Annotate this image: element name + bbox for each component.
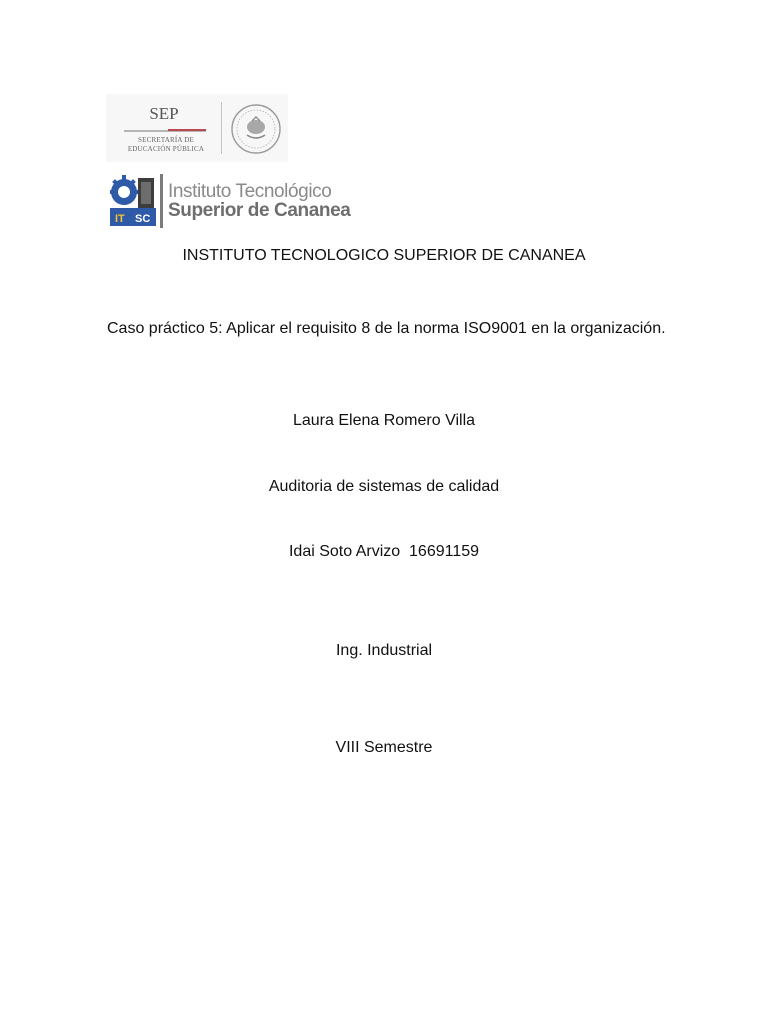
sep-subtitle-line1: SECRETARÍA DE [138, 136, 194, 144]
subject-name: Auditoria de sistemas de calidad [268, 478, 500, 495]
itsc-logo [108, 172, 351, 232]
career-name: Ing. Industrial [335, 642, 433, 659]
case-title: Caso práctico 5: Aplicar el requisito 8 de la norma ISO9001 en la organización. [107, 320, 666, 337]
itsc-name-line1: Instituto Tecnológico [168, 181, 332, 202]
itsc-emblem-text-it: IT [115, 213, 125, 225]
itsc-name-line2: Superior de Cananea [168, 200, 351, 221]
sep-rule-accent [168, 129, 206, 131]
semester-label: VIII Semestre [335, 739, 433, 756]
itsc-emblem-icon [108, 172, 158, 230]
itsc-divider [160, 174, 163, 228]
mexico-coat-of-arms-seal-icon [230, 103, 282, 155]
logo-divider [221, 102, 222, 154]
sep-subtitle-line2: EDUCACIÓN PÚBLICA [127, 145, 205, 153]
institution-name: INSTITUTO TECNOLOGICO SUPERIOR DE CANANEA [182, 247, 586, 264]
sep-logo [106, 94, 288, 162]
student-name-id: Idai Soto Arvizo 16691159 [288, 543, 480, 560]
teacher-name: Laura Elena Romero Villa [292, 412, 476, 429]
sep-acronym: SEP [149, 104, 179, 123]
itsc-emblem-text-sc: SC [135, 213, 151, 225]
